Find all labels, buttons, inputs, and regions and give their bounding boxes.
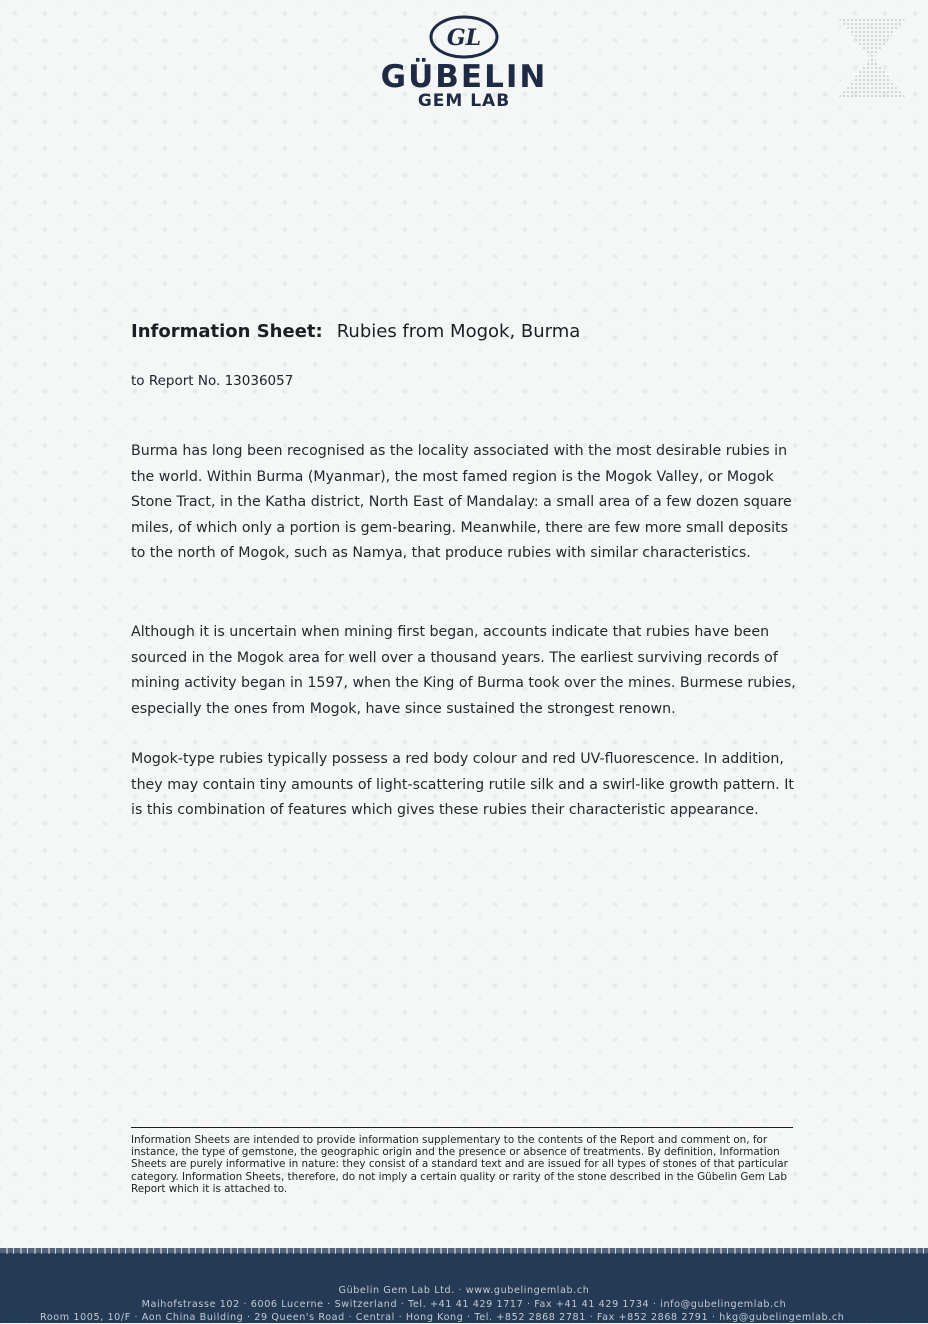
- heading-lead: Information Sheet:: [131, 321, 323, 342]
- footer-company-line: Gübelin Gem Lab Ltd. · www.gubelingemlab.ch: [338, 1285, 590, 1296]
- footer-hongkong-address: Room 1005, 10/F · Aon China Building · 29 Queen's Road · Central · Hong Kong · Tel. +852 2868 2781 · Fax +852 2868 2791 · hkg@gubelingemlab.ch: [40, 1312, 845, 1323]
- brand-subtitle: GEM LAB: [417, 91, 511, 111]
- footer-lucerne-address: Maihofstrasse 102 · 6006 Lucerne · Switzerland · Tel. +41 41 429 1717 · Fax +41 41 429 1734 · info@gubelingemlab.ch: [141, 1299, 787, 1310]
- information-sheet-heading: [131, 320, 831, 344]
- footnote-disclaimer: Information Sheets are intended to provide information supplementary to the contents of the Report and comment on, for instance, the type of gemstone, the geographic origin and the presence or absence of treatments. By definition, Information Sheets are purely informative in nature: they consist of a standard text and are issued for all types of stones of that particular category. Information Sheets, therefore, do not imply a certain quality or rarity of the stone described in the Gübelin Gem Lab Report which it is attached to.: [131, 1134, 788, 1195]
- paragraph-characteristics: Mogok-type rubies typically possess a red body colour and red UV-fluorescence. In addition, they may contain tiny amounts of light-scattering rutile silk and a swirl-like growth pattern. It is this combination of features which gives these rubies their characteristic appearance.: [131, 751, 794, 819]
- heading-subject: Rubies from Mogok, Burma: [336, 321, 581, 342]
- monogram-text: GL: [446, 25, 482, 51]
- gl-monogram-icon: [428, 14, 500, 60]
- paragraph-locality: Burma has long been recognised as the locality associated with the most desirable rubies in the world. Within Burma (Myanmar), the most famed region is the Mogok Valley, or Mogok Stone Tract, in the Katha district, North East of Mandalay: a small area of a few dozen square miles, of which only a portion is gem-bearing. Meanwhile, there are few more small deposits to the north of Mogok, such as Namya, that produce rubies with similar characteristics.: [131, 443, 792, 562]
- paragraph-history: Although it is uncertain when mining first began, accounts indicate that rubies have been sourced in the Mogok area for well over a thousand years. The earliest surviving records of mining activity began in 1597, when the King of Burma took over the mines. Burmese rubies, especially the ones from Mogok, have since sustained the strongest renown.: [131, 624, 796, 717]
- hourglass-watermark-icon: [834, 14, 910, 102]
- gubelin-logo: [0, 14, 928, 110]
- footnote-divider: [131, 1127, 793, 1128]
- brand-name: GÜBELIN: [380, 59, 548, 95]
- report-reference: to Report No. 13036057: [131, 373, 294, 389]
